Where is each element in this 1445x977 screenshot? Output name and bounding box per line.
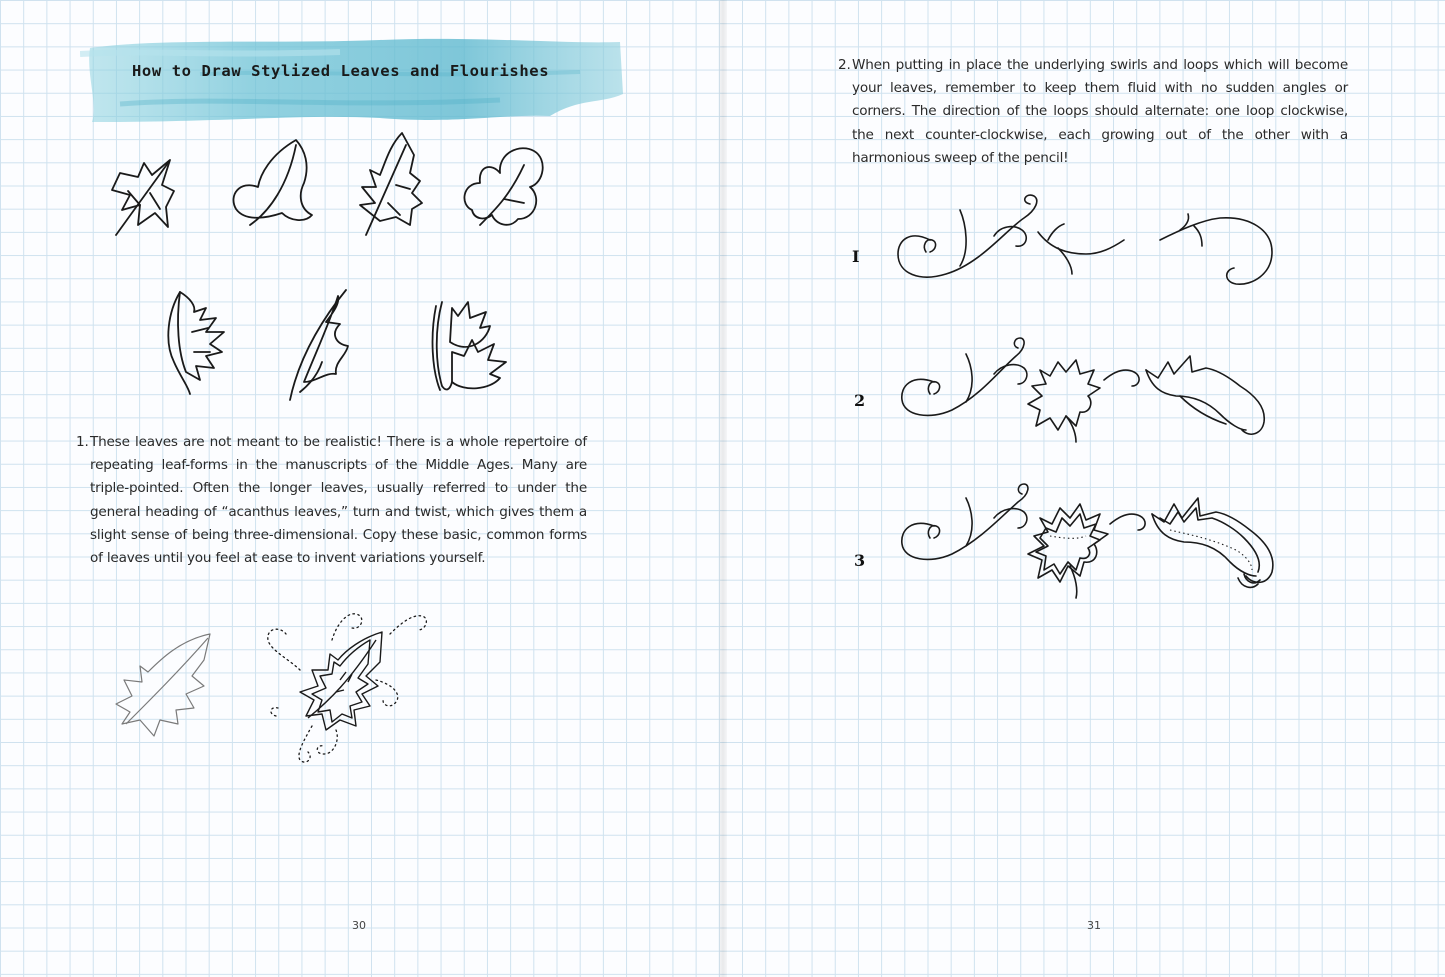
- dotted-swirls: [268, 614, 427, 762]
- dotted-inner-lines: [1050, 530, 1252, 570]
- flourish-step-3: [890, 478, 1290, 608]
- row-label-3: 3: [854, 551, 866, 570]
- leaf-sketches-row-2: [150, 282, 530, 412]
- paragraph-2: [838, 54, 1348, 170]
- page-number-left: 30: [352, 919, 366, 932]
- leaf-sketch-4: [464, 148, 542, 225]
- paragraph-1-number: 1.: [76, 434, 89, 450]
- page-title: How to Draw Stylized Leaves and Flourishes: [132, 62, 550, 80]
- leaf-sketch-3: [360, 133, 422, 235]
- pencil-leaf-sketches: [100, 600, 460, 770]
- leaf-sketch-2: [233, 140, 312, 225]
- leaf-sketches-row-1: [100, 125, 560, 245]
- book-spine: [719, 0, 727, 977]
- paragraph-2-number: 2.: [838, 57, 851, 73]
- acanthus-sketch-1: [168, 292, 224, 394]
- leaf-sketch-1: [112, 160, 174, 235]
- paragraph-1: [76, 431, 587, 570]
- dotted-ornament-leaf: [300, 632, 382, 730]
- watercolor-title-band: [80, 34, 625, 126]
- page-number-right: 31: [1087, 919, 1101, 932]
- paragraph-2-text: When putting in place the underlying swirls and loops which will become your leaves, remember to keep them fluid with no sudden angles or corners. The direction of the loops should alternate: one loop clockwise, the next counter-clockwise, each growing out of the other with a harmonious sweep of the pencil!: [852, 57, 1348, 166]
- acanthus-sketch-2: [290, 290, 348, 400]
- flourish-step-2: [890, 330, 1290, 450]
- flourish-step-1: [890, 190, 1280, 300]
- row-label-1: I: [852, 247, 860, 266]
- pencil-leaf-sketch: [116, 634, 210, 736]
- row-label-2: 2: [854, 391, 866, 410]
- acanthus-sketch-3: [433, 302, 506, 390]
- paragraph-1-text: These leaves are not meant to be realistic! There is a whole repertoire of repeating leaf-forms in the manuscripts of the Middle Ages. Many are triple-pointed. Often the longer leaves, usually referred to under the general heading of “acanthus leaves,” turn and twist, which gives them a slight sense of being three-dimensional. Copy these basic, common forms of leaves until you feel at ease to invent variations yourself.: [90, 434, 587, 567]
